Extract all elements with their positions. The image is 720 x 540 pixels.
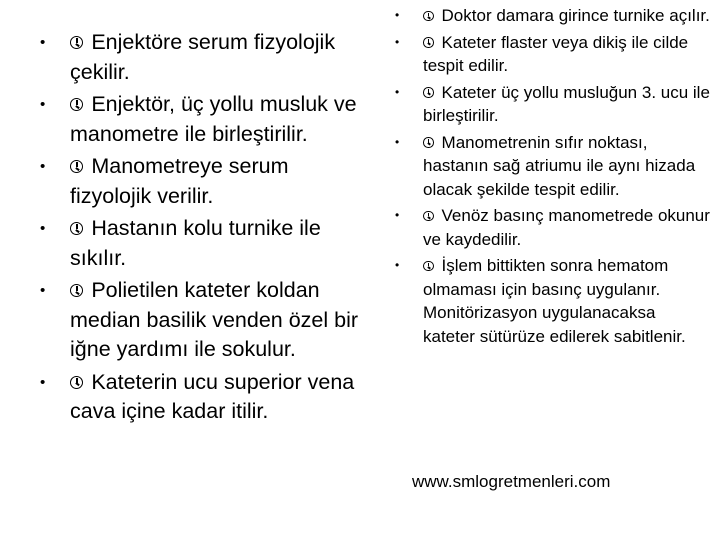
bullet: • [395,258,400,272]
item-text: Hastanın kolu turnike ile sıkılır. [70,216,321,270]
bullet: • [395,84,400,99]
list-item [40,368,360,427]
right-bullet-list [395,4,710,351]
item-text: Enjektör, üç yollu musluk ve manometre ile birleştirilir. [70,92,357,146]
bullet: • [395,208,400,222]
bullet: • [395,34,400,49]
clock-icon [423,137,434,148]
list-item [395,4,710,28]
list-item [40,214,360,273]
list-item [395,204,710,251]
list-item [395,254,710,348]
bullet: • [395,134,400,149]
bullet: • [40,373,46,391]
item-text: Kateter flaster veya dikiş ile cilde tespit edilir. [423,32,689,75]
list-item [395,31,710,78]
clock-icon [70,284,83,297]
list-item [40,152,360,211]
clock-icon [70,376,83,389]
clock-icon [423,261,434,272]
bullet: • [40,96,46,113]
clock-icon [423,37,434,48]
list-item [40,276,360,365]
clock-icon [423,11,434,22]
list-item [395,81,710,128]
bullet: • [395,8,400,22]
item-text: Kateter üç yollu musluğun 3. ucu ile birleştirilir. [423,82,710,125]
item-text: Doktor damara girince turnike açılır. [441,6,710,25]
clock-icon [70,36,83,49]
clock-icon [70,98,83,111]
item-text: Polietilen kateter koldan median basilik venden özel bir iğne yardımı ile sokulur. [70,278,359,361]
item-text: Manometrenin sıfır noktası, hastanın sağ atriumu ile aynı hizada olacak şekilde tespit edilir. [423,132,696,199]
list-item [40,28,360,87]
clock-icon [70,222,83,235]
item-text: Venöz basınç manometrede okunur ve kaydedilir. [423,206,710,249]
list-item [40,90,360,149]
bullet: • [40,282,46,299]
list-item [395,131,710,202]
item-text: Kateterin ucu superior vena cava içine kadar itilir. [70,369,355,423]
website-url: www.smlogretmenleri.com [412,472,611,491]
bullet: • [40,34,46,51]
item-text: Manometreye serum fizyolojik verilir. [70,154,289,208]
item-text: İşlem bittikten sonra hematom olmaması için basınç uygulanır. Monitörizasyon uygulanacaksa kateter sütürüze edilerek sabitlenir. [423,256,686,346]
bullet: • [40,158,46,175]
left-bullet-list [40,28,360,430]
clock-icon [423,87,434,98]
bullet: • [40,220,46,237]
clock-icon [70,160,83,173]
clock-icon [423,211,434,222]
item-text: Enjektöre serum fizyolojik çekilir. [70,30,336,84]
